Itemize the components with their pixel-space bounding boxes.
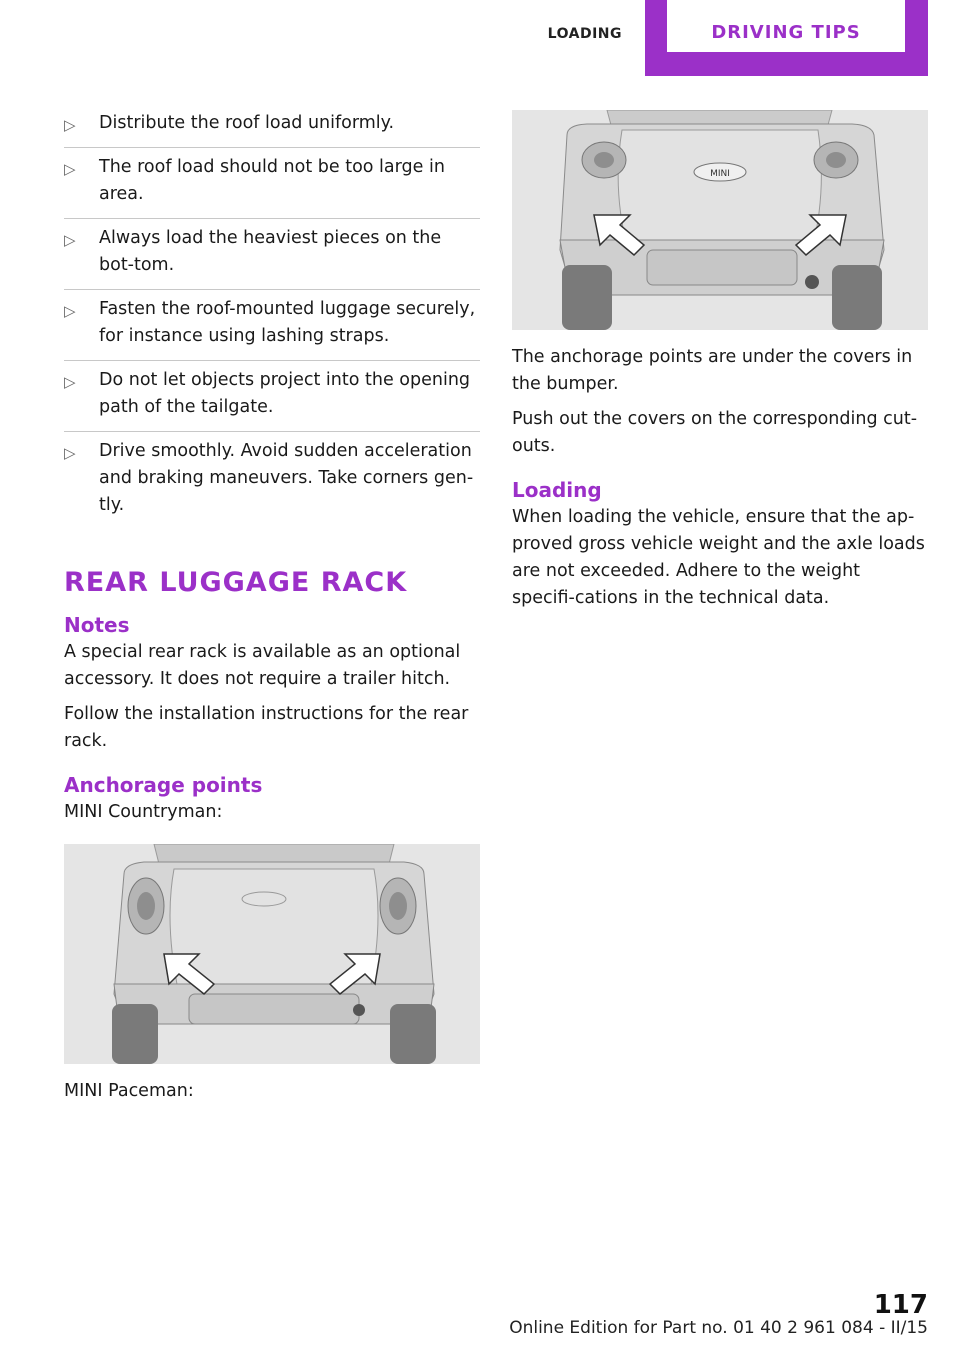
roof-load-list: [64, 110, 480, 529]
chapter-tab: [645, 0, 928, 76]
right-column: [512, 110, 928, 620]
triangle-bullet-icon: ▷: [64, 160, 76, 178]
section-heading-rear-luggage-rack: REAR LUGGAGE RACK: [64, 567, 408, 598]
loading-paragraph: When loading the vehicle, ensure that the ap‐proved gross vehicle weight and the axle loads are not exceeded. Adhere to the weight specifi‐cations in the technical data.: [512, 507, 925, 608]
list-item: ▷ Always load the heaviest pieces on the bot‐tom.: [64, 225, 480, 290]
triangle-bullet-icon: ▷: [64, 116, 76, 134]
subheading-loading: Loading: [512, 478, 602, 502]
list-item: ▷ Drive smoothly. Avoid sudden acceleration and braking maneuvers. Take corners gen‐tly.: [64, 441, 474, 515]
list-item: ▷ Distribute the roof load uniformly.: [64, 110, 480, 148]
list-item: ▷ Do not let objects project into the opening path of the tailgate.: [64, 367, 480, 432]
section-label: LOADING: [547, 26, 622, 42]
triangle-bullet-icon: ▷: [64, 231, 76, 249]
edition-footer: Online Edition for Part no. 01 40 2 961 084 - II/15: [509, 1318, 928, 1338]
subheading-notes: Notes: [64, 613, 130, 637]
notes-paragraph-2: Follow the installation instructions for the rear rack.: [64, 704, 469, 751]
list-item: ▷ Fasten the roof-mounted luggage securely, for instance using lashing straps.: [64, 296, 480, 361]
countryman-caption: MINI Countryman:: [64, 802, 223, 822]
subheading-anchorage-points: Anchorage points: [64, 773, 263, 797]
list-item: ▷ The roof load should not be too large in area.: [64, 154, 480, 219]
triangle-bullet-icon: ▷: [64, 373, 76, 391]
anchorage-paragraph-2: Push out the covers on the corresponding cut‐outs.: [512, 409, 918, 456]
triangle-bullet-icon: ▷: [64, 444, 76, 462]
notes-paragraph-1: A special rear rack is available as an optional accessory. It does not require a trailer hitch.: [64, 642, 461, 689]
page-number: 117: [873, 1290, 928, 1320]
triangle-bullet-icon: ▷: [64, 302, 76, 320]
mini-logo: MINI: [710, 169, 730, 179]
paceman-rear-illustration: [512, 110, 928, 330]
countryman-rear-illustration: [64, 844, 480, 1064]
left-column: [64, 110, 480, 1113]
anchorage-paragraph-1: The anchorage points are under the covers in the bumper.: [512, 347, 913, 394]
chapter-title: DRIVING TIPS: [711, 22, 861, 43]
paceman-caption: MINI Paceman:: [64, 1081, 194, 1101]
